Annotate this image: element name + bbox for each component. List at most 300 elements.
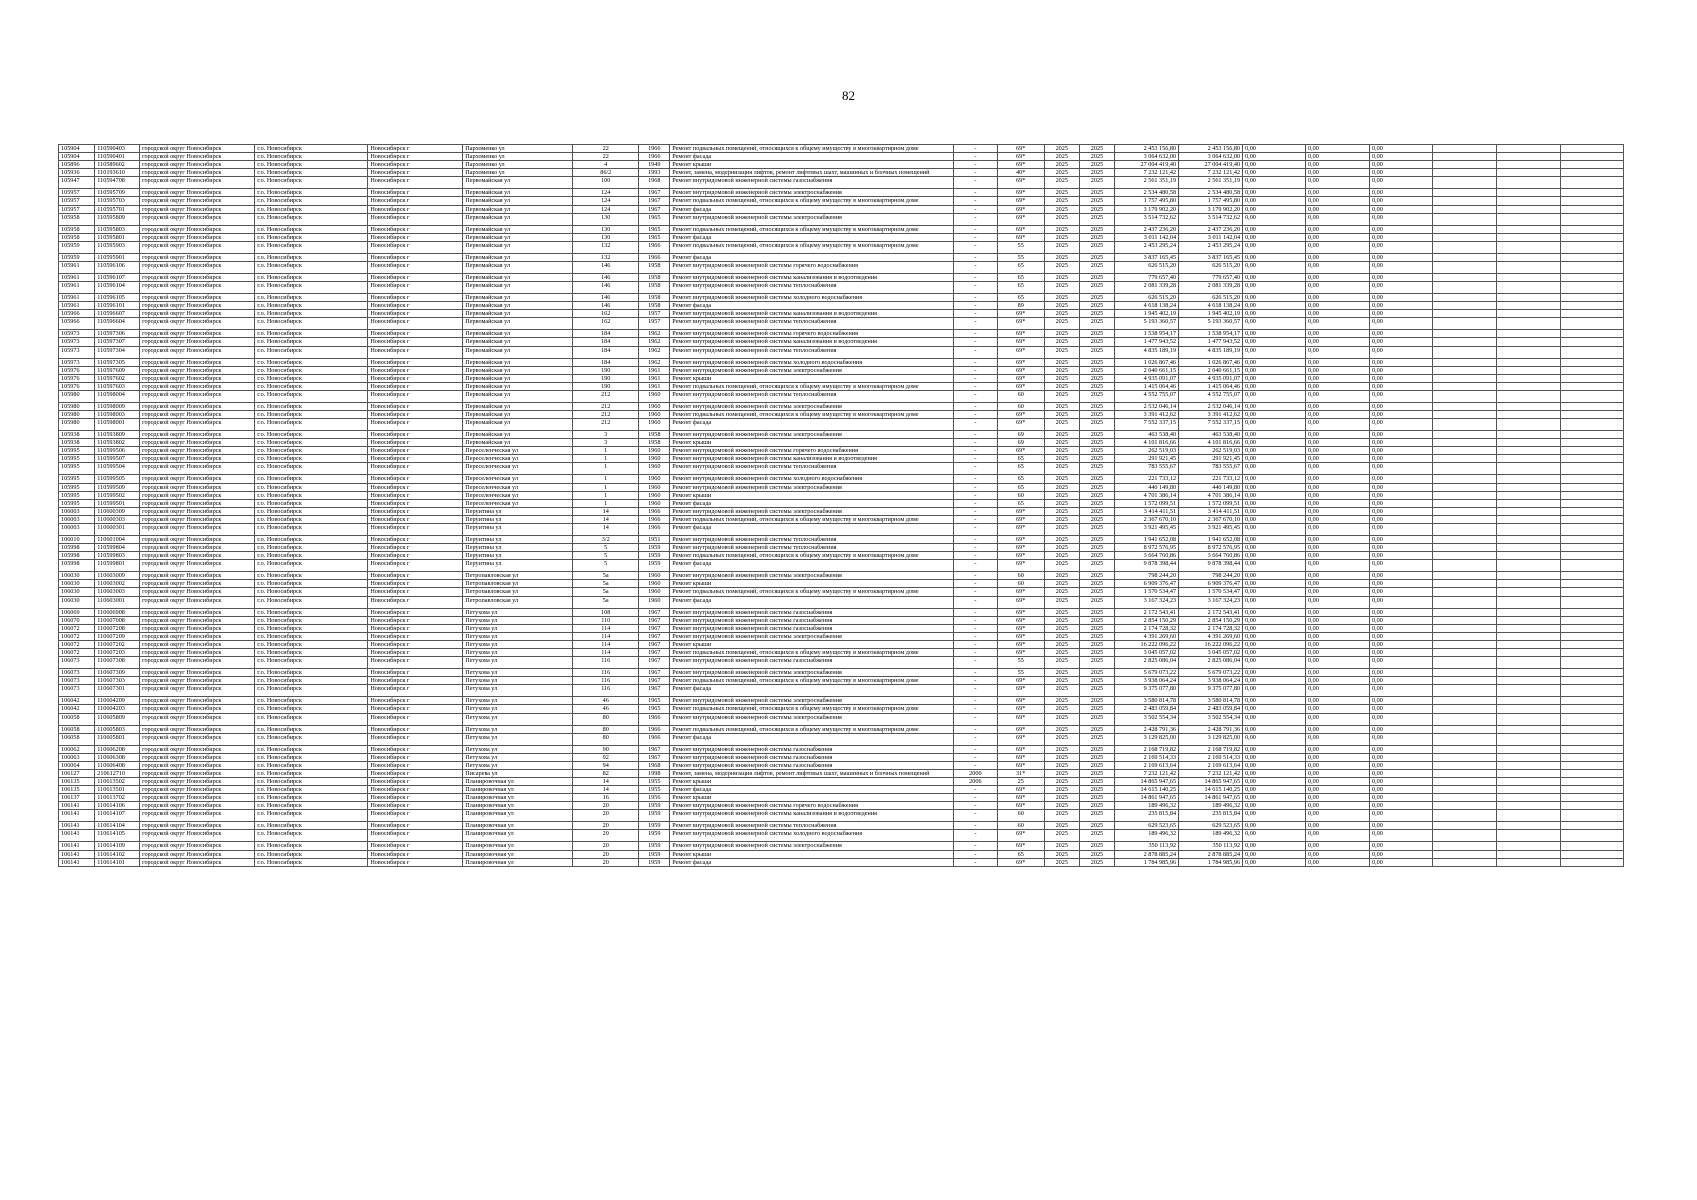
cell-city: Новосибирск г <box>368 338 463 346</box>
cell-plan-start: 2025 <box>1044 358 1079 366</box>
cell-cost-fund: 2 174 728,32 <box>1179 624 1243 632</box>
table-row <box>59 596 1624 608</box>
cell-work: Ремонт внутридомовой инженерной системы электроснабжения <box>670 669 954 677</box>
cell-settlement: г.о. Новосибирск <box>255 225 368 233</box>
cell-settlement: г.о. Новосибирск <box>255 657 368 669</box>
cell-budget-regional: 0,00 <box>1306 189 1370 197</box>
cell-plan-start: 2025 <box>1044 475 1079 483</box>
cell-extra-2 <box>1496 713 1560 725</box>
table-row <box>59 685 1624 697</box>
cell-total-cost: 3 391 412,62 <box>1115 410 1179 418</box>
cell-year: 1993 <box>639 169 670 177</box>
cell-extra-2 <box>1496 761 1560 769</box>
cell-work: Ремонт фасада <box>670 205 954 213</box>
cell-plan-end: 2025 <box>1079 205 1114 213</box>
cell-limit: 69* <box>997 830 1044 842</box>
cell-plan-end: 2025 <box>1079 382 1114 390</box>
cell-city: Новосибирск г <box>368 580 463 588</box>
cell-work: Ремонт подвальных помещений, относящихся к общему имуществу в многоквартирном доме <box>670 225 954 233</box>
cell-city: Новосибирск г <box>368 552 463 560</box>
cell-plan-end: 2025 <box>1079 153 1114 161</box>
cell-budget-federal: 0,00 <box>1243 761 1306 769</box>
cell-cost-fund: 3 502 554,34 <box>1179 713 1243 725</box>
cell-extra-3 <box>1560 769 1623 777</box>
cell-budget-local: 0,00 <box>1370 439 1433 447</box>
cell-budget-federal: 0,00 <box>1243 463 1306 475</box>
cell-plan-start: 2025 <box>1044 632 1079 640</box>
cell-plan-end: 2025 <box>1079 282 1114 294</box>
cell-house-no: 146 <box>573 282 639 294</box>
cell-house-no: 80 <box>573 725 639 733</box>
cell-settlement: г.о. Новосибирск <box>255 802 368 810</box>
cell-settlement: г.о. Новосибирск <box>255 310 368 318</box>
cell-house-code: 110593802 <box>95 439 140 447</box>
cell-year: 1967 <box>639 745 670 753</box>
cell-cost-fund: 2 534 480,58 <box>1179 189 1243 197</box>
cell-house-no: 80 <box>573 733 639 745</box>
cell-id: 106072 <box>59 640 95 648</box>
cell-budget-local: 0,00 <box>1370 560 1433 572</box>
cell-municipality: городской округ Новосибирск <box>140 640 255 648</box>
cell-budget-local: 0,00 <box>1370 447 1433 455</box>
cell-city: Новосибирск г <box>368 197 463 205</box>
cell-budget-local: 0,00 <box>1370 705 1433 713</box>
cell-cost-fund: 4 701 386,14 <box>1179 491 1243 499</box>
cell-house-no: 4 <box>573 161 639 169</box>
cell-city: Новосибирск г <box>368 697 463 705</box>
cell-settlement: г.о. Новосибирск <box>255 402 368 410</box>
cell-plan-start: 2025 <box>1044 753 1079 761</box>
cell-city: Новосибирск г <box>368 330 463 338</box>
cell-limit: 69* <box>997 560 1044 572</box>
cell-plan-end: 2025 <box>1079 439 1114 447</box>
cell-house-no: 46 <box>573 705 639 713</box>
cell-id: 105973 <box>59 358 95 366</box>
cell-budget-federal: 0,00 <box>1243 769 1306 777</box>
cell-extra-3 <box>1560 507 1623 515</box>
cell-id: 105966 <box>59 310 95 318</box>
cell-stage: - <box>953 786 997 794</box>
cell-plan-start: 2025 <box>1044 282 1079 294</box>
cell-street: Петропавловская ул <box>463 572 573 580</box>
cell-budget-local: 0,00 <box>1370 572 1433 580</box>
cell-year: 1958 <box>639 282 670 294</box>
cell-budget-regional: 0,00 <box>1306 213 1370 225</box>
cell-city: Новосибирск г <box>368 169 463 177</box>
cell-house-code: 110603002 <box>95 580 140 588</box>
cell-settlement: г.о. Новосибирск <box>255 725 368 733</box>
cell-budget-local: 0,00 <box>1370 616 1433 624</box>
table-row <box>59 169 1624 177</box>
cell-settlement: г.о. Новосибирск <box>255 632 368 640</box>
cell-plan-start: 2025 <box>1044 439 1079 447</box>
cell-limit: 40* <box>997 169 1044 177</box>
cell-city: Новосибирск г <box>368 439 463 447</box>
cell-house-code: 110607209 <box>95 632 140 640</box>
cell-extra-3 <box>1560 640 1623 648</box>
cell-settlement: г.о. Новосибирск <box>255 624 368 632</box>
cell-year: 1966 <box>639 145 670 153</box>
cell-limit: 69* <box>997 213 1044 225</box>
cell-limit: 65 <box>997 261 1044 273</box>
cell-budget-local: 0,00 <box>1370 733 1433 745</box>
cell-extra-1 <box>1432 769 1496 777</box>
cell-house-code: 110593809 <box>95 431 140 439</box>
cell-budget-local: 0,00 <box>1370 685 1433 697</box>
cell-budget-local: 0,00 <box>1370 431 1433 439</box>
cell-total-cost: 5 679 073,22 <box>1115 669 1179 677</box>
cell-extra-2 <box>1496 745 1560 753</box>
cell-plan-end: 2025 <box>1079 515 1114 523</box>
cell-settlement: г.о. Новосибирск <box>255 544 368 552</box>
cell-stage: - <box>953 431 997 439</box>
cell-budget-regional: 0,00 <box>1306 145 1370 153</box>
cell-municipality: городской округ Новосибирск <box>140 161 255 169</box>
cell-work: Ремонт внутридомовой инженерной системы горячего водоснабжения <box>670 447 954 455</box>
cell-city: Новосибирск г <box>368 161 463 169</box>
cell-house-code: 110599509 <box>95 483 140 491</box>
cell-plan-start: 2025 <box>1044 233 1079 241</box>
cell-plan-end: 2025 <box>1079 338 1114 346</box>
cell-work: Ремонт фасада <box>670 253 954 261</box>
cell-city: Новосибирск г <box>368 705 463 713</box>
cell-street: Первомайская ул <box>463 294 573 302</box>
cell-municipality: городской округ Новосибирск <box>140 632 255 640</box>
cell-limit: 69* <box>997 338 1044 346</box>
cell-stage: - <box>953 358 997 366</box>
cell-plan-end: 2025 <box>1079 822 1114 830</box>
cell-city: Новосибирск г <box>368 733 463 745</box>
cell-extra-3 <box>1560 233 1623 241</box>
cell-city: Новосибирск г <box>368 524 463 536</box>
cell-extra-3 <box>1560 810 1623 822</box>
cell-limit: 65 <box>997 475 1044 483</box>
cell-stage: - <box>953 282 997 294</box>
cell-extra-3 <box>1560 802 1623 810</box>
cell-house-code: 110603001 <box>95 596 140 608</box>
cell-id: 105961 <box>59 282 95 294</box>
cell-work: Ремонт фасада <box>670 560 954 572</box>
cell-budget-local: 0,00 <box>1370 273 1433 281</box>
cell-extra-2 <box>1496 318 1560 330</box>
cell-extra-1 <box>1432 858 1496 866</box>
cell-cost-fund: 3 580 814,78 <box>1179 697 1243 705</box>
cell-extra-2 <box>1496 524 1560 536</box>
cell-stage: - <box>953 850 997 858</box>
cell-extra-1 <box>1432 294 1496 302</box>
cell-extra-1 <box>1432 431 1496 439</box>
cell-plan-start: 2025 <box>1044 338 1079 346</box>
cell-total-cost: 5 193 360,57 <box>1115 318 1179 330</box>
cell-work: Ремонт внутридомовой инженерной системы теплоснабжения <box>670 390 954 402</box>
cell-street: Петухова ул <box>463 713 573 725</box>
cell-budget-regional: 0,00 <box>1306 560 1370 572</box>
cell-house-code: 110614105 <box>95 830 140 842</box>
cell-house-code: 110597306 <box>95 330 140 338</box>
cell-extra-1 <box>1432 463 1496 475</box>
cell-municipality: городской округ Новосибирск <box>140 499 255 507</box>
cell-plan-end: 2025 <box>1079 794 1114 802</box>
cell-settlement: г.о. Новосибирск <box>255 560 368 572</box>
cell-house-no: 22 <box>573 145 639 153</box>
cell-work: Ремонт внутридомовой инженерной системы электроснабжения <box>670 483 954 491</box>
cell-house-no: 20 <box>573 802 639 810</box>
cell-municipality: городской округ Новосибирск <box>140 713 255 725</box>
cell-extra-2 <box>1496 310 1560 318</box>
cell-plan-start: 2025 <box>1044 463 1079 475</box>
cell-plan-end: 2025 <box>1079 761 1114 769</box>
cell-house-code: 110607309 <box>95 669 140 677</box>
cell-id: 106137 <box>59 794 95 802</box>
cell-plan-start: 2025 <box>1044 318 1079 330</box>
cell-budget-regional: 0,00 <box>1306 608 1370 616</box>
cell-street: Петухова ул <box>463 649 573 657</box>
cell-cost-fund: 9 878 398,44 <box>1179 560 1243 572</box>
cell-house-no: 190 <box>573 374 639 382</box>
cell-budget-federal: 0,00 <box>1243 624 1306 632</box>
cell-extra-3 <box>1560 241 1623 253</box>
cell-year: 1967 <box>639 685 670 697</box>
cell-extra-1 <box>1432 233 1496 241</box>
cell-id: 105958 <box>59 213 95 225</box>
cell-year: 1958 <box>639 273 670 281</box>
cell-stage: - <box>953 580 997 588</box>
cell-plan-start: 2025 <box>1044 624 1079 632</box>
cell-extra-1 <box>1432 402 1496 410</box>
table-row <box>59 657 1624 669</box>
cell-budget-regional: 0,00 <box>1306 632 1370 640</box>
cell-extra-1 <box>1432 410 1496 418</box>
cell-budget-local: 0,00 <box>1370 338 1433 346</box>
cell-extra-2 <box>1496 338 1560 346</box>
cell-extra-1 <box>1432 842 1496 850</box>
cell-stage: - <box>953 439 997 447</box>
cell-municipality: городской округ Новосибирск <box>140 524 255 536</box>
cell-id: 106042 <box>59 697 95 705</box>
cell-street: Первомайская ул <box>463 273 573 281</box>
cell-limit: 65 <box>997 455 1044 463</box>
cell-extra-2 <box>1496 197 1560 205</box>
cell-limit: 69* <box>997 761 1044 769</box>
cell-plan-end: 2025 <box>1079 499 1114 507</box>
cell-cost-fund: 350 113,92 <box>1179 842 1243 850</box>
cell-street: Петухова ул <box>463 685 573 697</box>
cell-plan-start: 2025 <box>1044 346 1079 358</box>
cell-id: 105966 <box>59 318 95 330</box>
cell-budget-regional: 0,00 <box>1306 507 1370 515</box>
cell-street: Первомайская ул <box>463 318 573 330</box>
cell-id: 106030 <box>59 580 95 588</box>
cell-plan-start: 2025 <box>1044 677 1079 685</box>
cell-settlement: г.о. Новосибирск <box>255 213 368 225</box>
cell-street: Петропавловская ул <box>463 596 573 608</box>
cell-budget-federal: 0,00 <box>1243 366 1306 374</box>
cell-work: Ремонт крыши <box>670 640 954 648</box>
cell-extra-1 <box>1432 358 1496 366</box>
cell-cost-fund: 3 514 732,62 <box>1179 213 1243 225</box>
cell-id: 105973 <box>59 346 95 358</box>
cell-plan-start: 2025 <box>1044 572 1079 580</box>
cell-plan-end: 2025 <box>1079 588 1114 596</box>
cell-year: 1966 <box>639 713 670 725</box>
cell-plan-end: 2025 <box>1079 802 1114 810</box>
cell-stage: - <box>953 745 997 753</box>
cell-total-cost: 463 538,40 <box>1115 431 1179 439</box>
cell-municipality: городской округ Новосибирск <box>140 189 255 197</box>
table-row <box>59 713 1624 725</box>
cell-extra-2 <box>1496 850 1560 858</box>
cell-extra-3 <box>1560 858 1623 866</box>
cell-street: Планировочная ул <box>463 794 573 802</box>
cell-extra-2 <box>1496 657 1560 669</box>
cell-id: 106135 <box>59 777 95 785</box>
cell-plan-start: 2025 <box>1044 330 1079 338</box>
cell-municipality: городской округ Новосибирск <box>140 507 255 515</box>
cell-work: Ремонт подвальных помещений, относящихся к общему имуществу в многоквартирном доме <box>670 677 954 685</box>
cell-budget-local: 0,00 <box>1370 580 1433 588</box>
cell-plan-end: 2025 <box>1079 261 1114 273</box>
cell-street: Планировочная ул <box>463 850 573 858</box>
cell-limit: 69* <box>997 588 1044 596</box>
cell-budget-federal: 0,00 <box>1243 810 1306 822</box>
cell-budget-local: 0,00 <box>1370 213 1433 225</box>
cell-limit: 69* <box>997 197 1044 205</box>
cell-plan-end: 2025 <box>1079 374 1114 382</box>
cell-municipality: городской округ Новосибирск <box>140 253 255 261</box>
cell-plan-end: 2025 <box>1079 713 1114 725</box>
cell-plan-end: 2025 <box>1079 830 1114 842</box>
cell-house-no: 14 <box>573 777 639 785</box>
cell-city: Новосибирск г <box>368 366 463 374</box>
cell-limit: 69* <box>997 358 1044 366</box>
cell-plan-end: 2025 <box>1079 318 1114 330</box>
cell-plan-end: 2025 <box>1079 253 1114 261</box>
cell-house-code: 110598004 <box>95 390 140 402</box>
table-row <box>59 294 1624 302</box>
cell-year: 1965 <box>639 705 670 713</box>
cell-cost-fund: 2 168 719,82 <box>1179 745 1243 753</box>
cell-budget-regional: 0,00 <box>1306 358 1370 366</box>
cell-plan-start: 2025 <box>1044 455 1079 463</box>
cell-id: 105980 <box>59 410 95 418</box>
cell-year: 1955 <box>639 786 670 794</box>
cell-settlement: г.о. Новосибирск <box>255 588 368 596</box>
cell-budget-federal: 0,00 <box>1243 358 1306 366</box>
cell-municipality: городской округ Новосибирск <box>140 213 255 225</box>
cell-year: 1967 <box>639 189 670 197</box>
cell-work: Ремонт внутридомовой инженерной системы газоснабжения <box>670 753 954 761</box>
cell-municipality: городской округ Новосибирск <box>140 560 255 572</box>
cell-house-no: 86/2 <box>573 169 639 177</box>
cell-year: 1960 <box>639 463 670 475</box>
cell-limit: 69* <box>997 713 1044 725</box>
cell-cost-fund: 3 664 760,86 <box>1179 552 1243 560</box>
cell-id: 105936 <box>59 169 95 177</box>
cell-work: Ремонт, замена, модернизация лифтов, ремонт лифтовых шахт, машинных и блочных помещений <box>670 769 954 777</box>
cell-budget-federal: 0,00 <box>1243 161 1306 169</box>
cell-plan-end: 2025 <box>1079 649 1114 657</box>
cell-municipality: городской округ Новосибирск <box>140 588 255 596</box>
cell-stage: - <box>953 572 997 580</box>
cell-street: Петухова ул <box>463 761 573 769</box>
table-row <box>59 830 1624 842</box>
cell-work: Ремонт внутридомовой инженерной системы электроснабжения <box>670 431 954 439</box>
cell-budget-regional: 0,00 <box>1306 649 1370 657</box>
cell-work: Ремонт крыши <box>670 580 954 588</box>
cell-plan-start: 2025 <box>1044 499 1079 507</box>
cell-budget-local: 0,00 <box>1370 169 1433 177</box>
cell-work: Ремонт крыши <box>670 850 954 858</box>
cell-extra-1 <box>1432 177 1496 189</box>
cell-total-cost: 629 523,65 <box>1115 822 1179 830</box>
cell-year: 1966 <box>639 153 670 161</box>
cell-municipality: городской округ Новосибирск <box>140 822 255 830</box>
cell-extra-1 <box>1432 657 1496 669</box>
cell-plan-start: 2025 <box>1044 685 1079 697</box>
cell-work: Ремонт внутридомовой инженерной системы газоснабжения <box>670 177 954 189</box>
cell-budget-regional: 0,00 <box>1306 419 1370 431</box>
cell-work: Ремонт крыши <box>670 491 954 499</box>
cell-settlement: г.о. Новосибирск <box>255 253 368 261</box>
cell-id: 106030 <box>59 572 95 580</box>
cell-extra-3 <box>1560 346 1623 358</box>
cell-budget-federal: 0,00 <box>1243 177 1306 189</box>
cell-total-cost: 3 580 814,78 <box>1115 697 1179 705</box>
cell-cost-fund: 2 081 339,28 <box>1179 282 1243 294</box>
cell-extra-3 <box>1560 697 1623 705</box>
cell-work: Ремонт внутридомовой инженерной системы горячего водоснабжения <box>670 330 954 338</box>
cell-settlement: г.о. Новосибирск <box>255 552 368 560</box>
cell-total-cost: 2 169 613,64 <box>1115 761 1179 769</box>
cell-city: Новосибирск г <box>368 858 463 866</box>
cell-house-no: 116 <box>573 685 639 697</box>
cell-plan-start: 2025 <box>1044 802 1079 810</box>
cell-plan-start: 2025 <box>1044 524 1079 536</box>
cell-id: 105995 <box>59 475 95 483</box>
cell-house-no: 20 <box>573 850 639 858</box>
cell-extra-3 <box>1560 318 1623 330</box>
cell-budget-local: 0,00 <box>1370 294 1433 302</box>
cell-house-code: 110193610 <box>95 169 140 177</box>
cell-extra-2 <box>1496 842 1560 850</box>
cell-limit: 60 <box>997 580 1044 588</box>
cell-work: Ремонт фасада <box>670 786 954 794</box>
cell-budget-federal: 0,00 <box>1243 794 1306 802</box>
cell-house-code: 110607303 <box>95 677 140 685</box>
cell-extra-3 <box>1560 153 1623 161</box>
cell-extra-3 <box>1560 685 1623 697</box>
cell-street: Первомайская ул <box>463 302 573 310</box>
cell-house-code: 110599504 <box>95 463 140 475</box>
cell-extra-1 <box>1432 596 1496 608</box>
cell-plan-end: 2025 <box>1079 536 1114 544</box>
table-row <box>59 632 1624 640</box>
cell-extra-3 <box>1560 572 1623 580</box>
cell-work: Ремонт внутридомовой инженерной системы электроснабжения <box>670 842 954 850</box>
table-row <box>59 560 1624 572</box>
cell-limit: 69* <box>997 640 1044 648</box>
cell-municipality: городской округ Новосибирск <box>140 431 255 439</box>
cell-cost-fund: 7 232 121,42 <box>1179 769 1243 777</box>
cell-cost-fund: 4 391 269,60 <box>1179 632 1243 640</box>
cell-city: Новосибирск г <box>368 640 463 648</box>
cell-total-cost: 2 534 480,58 <box>1115 189 1179 197</box>
cell-house-code: 110595903 <box>95 241 140 253</box>
cell-plan-start: 2025 <box>1044 390 1079 402</box>
cell-settlement: г.о. Новосибирск <box>255 463 368 475</box>
cell-street: Переселенческая ул <box>463 475 573 483</box>
cell-plan-start: 2025 <box>1044 483 1079 491</box>
